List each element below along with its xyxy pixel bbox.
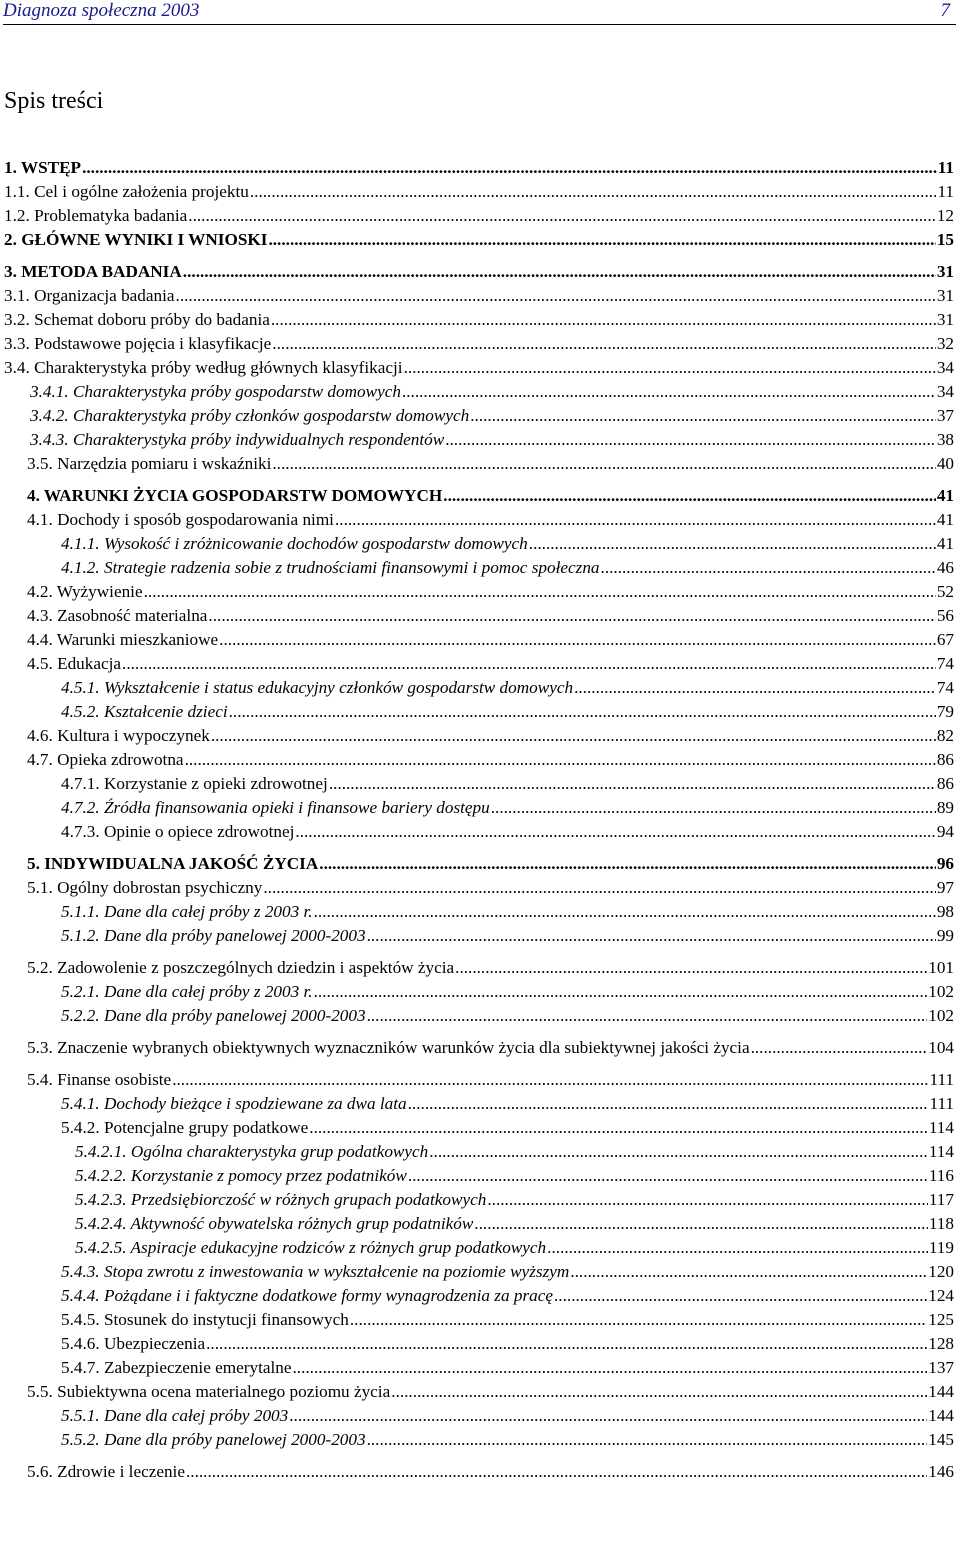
toc-entry[interactable] — [61, 1282, 954, 1306]
toc-entry-page: 94 — [936, 822, 954, 841]
toc-entry-label: 5.4.4. Pożądane i i faktyczne dodatkowe formy wynagrodzenia za pracę — [61, 1286, 553, 1305]
toc-entry-label: 5. INDYWIDUALNA JAKOŚĆ ŻYCIA — [27, 854, 319, 873]
toc-entry[interactable] — [61, 1426, 954, 1450]
toc-leader-dots — [547, 1238, 928, 1258]
toc-entry-page: 99 — [936, 926, 954, 945]
toc-leader-dots — [350, 1310, 927, 1330]
toc-entry-page: 15 — [936, 230, 954, 249]
toc-entry-page: 56 — [936, 606, 954, 625]
toc-entry[interactable] — [61, 922, 954, 946]
toc-entry[interactable] — [27, 482, 954, 506]
toc-entry-label: 5.1.1. Dane dla całej próby z 2003 r. — [61, 902, 313, 921]
toc-entry-label: 5.4.1. Dochody bieżące i spodziewane za dwa lata — [61, 1094, 407, 1113]
toc-entry[interactable] — [27, 1034, 954, 1058]
header-page-number: 7 — [940, 0, 950, 21]
toc-entry[interactable] — [4, 202, 954, 226]
toc-entry-page: 102 — [928, 982, 954, 1001]
toc-leader-dots — [474, 1214, 928, 1234]
toc-leader-dots — [470, 406, 936, 426]
toc-leader-dots — [408, 1166, 928, 1186]
toc-entry-label: 5.4.2.2. Korzystanie z pomocy przez podatników — [75, 1166, 407, 1185]
toc-entry-page: 52 — [936, 582, 954, 601]
toc-leader-dots — [404, 358, 936, 378]
toc-entry[interactable] — [27, 1458, 954, 1482]
toc-entry[interactable] — [61, 1258, 954, 1282]
toc-entry[interactable] — [27, 746, 954, 770]
toc-leader-dots — [229, 702, 936, 722]
toc-entry-page: 74 — [936, 654, 954, 673]
toc-entry[interactable] — [27, 1378, 954, 1402]
toc-entry-page: 40 — [936, 454, 954, 473]
toc-leader-dots — [367, 1430, 928, 1450]
toc-entry[interactable] — [61, 818, 954, 842]
toc-entry-label: 3.4.1. Charakterystyka próby gospodarstw domowych — [30, 382, 401, 401]
toc-leader-dots — [408, 1094, 929, 1114]
toc-leader-dots — [185, 750, 936, 770]
toc-entry-page: 117 — [928, 1190, 954, 1209]
toc-entry-page: 114 — [928, 1142, 954, 1161]
toc-leader-dots — [309, 1118, 928, 1138]
toc-entry-label: 4.6. Kultura i wypoczynek — [27, 726, 210, 745]
toc-entry[interactable] — [4, 354, 954, 378]
toc-leader-dots — [82, 158, 937, 178]
toc-leader-dots — [188, 206, 936, 226]
toc-leader-dots — [250, 182, 937, 202]
toc-entry-label: 5.4.7. Zabezpieczenie emerytalne — [61, 1358, 292, 1377]
toc-entry[interactable] — [27, 722, 954, 746]
toc-entry-page: 96 — [936, 854, 954, 873]
toc-entry-label: 5.4.6. Ubezpieczenia — [61, 1334, 206, 1353]
toc-entry[interactable] — [4, 330, 954, 354]
toc-leader-dots — [429, 1142, 928, 1162]
toc-entry-label: 5.1.2. Dane dla próby panelowej 2000-2003 — [61, 926, 366, 945]
toc-entry-label: 4.1.2. Strategie radzenia sobie z trudnościami finansowymi i pomoc społeczna — [61, 558, 600, 577]
toc-entry[interactable] — [61, 1002, 954, 1026]
toc-entry[interactable] — [4, 154, 954, 178]
toc-entry[interactable] — [61, 898, 954, 922]
toc-entry-page: 111 — [929, 1070, 954, 1089]
toc-entry-page: 120 — [928, 1262, 954, 1281]
toc-entry-page: 67 — [936, 630, 954, 649]
toc-entry-label: 5.4.5. Stosunek do instytucji finansowych — [61, 1310, 349, 1329]
toc-leader-dots — [335, 510, 936, 530]
toc-entry[interactable] — [27, 850, 954, 874]
toc-entry-label: 4.7. Opieka zdrowotna — [27, 750, 184, 769]
toc-entry-page: 102 — [928, 1006, 954, 1025]
toc-entry-page: 31 — [936, 262, 954, 281]
toc-entry-label: 5.4. Finanse osobiste — [27, 1070, 172, 1089]
toc-entry[interactable] — [61, 530, 954, 554]
toc-entry-page: 46 — [936, 558, 954, 577]
toc-entry[interactable] — [75, 1186, 954, 1210]
toc-leader-dots — [172, 1070, 928, 1090]
toc-entry[interactable] — [4, 306, 954, 330]
toc-entry[interactable] — [61, 770, 954, 794]
toc-leader-dots — [208, 606, 935, 626]
toc-leader-dots — [367, 1006, 928, 1026]
toc-entry-page: 145 — [928, 1430, 954, 1449]
toc-entry-page: 116 — [928, 1166, 954, 1185]
toc-entry-page: 34 — [936, 382, 954, 401]
toc-title: Spis treści — [4, 88, 104, 114]
toc-entry-label: 4.7.2. Źródła finansowania opieki i finansowe bariery dostępu — [61, 798, 490, 817]
toc-entry-label: 5.6. Zdrowie i leczenie — [27, 1462, 185, 1481]
toc-entry-page: 12 — [936, 206, 954, 225]
toc-entry[interactable] — [4, 226, 954, 250]
toc-leader-dots — [319, 854, 936, 874]
toc-leader-dots — [329, 774, 936, 794]
toc-entry-page: 31 — [936, 310, 954, 329]
toc-entry-label: 5.4.2.1. Ogólna charakterystyka grup podatkowych — [75, 1142, 429, 1161]
toc-entry-label: 5.5.1. Dane dla całej próby 2003 — [61, 1406, 289, 1425]
toc-entry[interactable] — [27, 602, 954, 626]
toc-entry-page: 41 — [936, 534, 954, 553]
toc-entry-page: 146 — [928, 1462, 954, 1481]
toc-entry-page: 118 — [928, 1214, 954, 1233]
toc-entry-page: 124 — [928, 1286, 954, 1305]
toc-leader-dots — [176, 286, 936, 306]
toc-leader-dots — [554, 1286, 927, 1306]
toc-entry-label: 5.4.2.5. Aspiracje edukacyjne rodziców z różnych grup podatkowych — [75, 1238, 547, 1257]
toc-entry-label: 5.4.2.3. Przedsiębiorczość w różnych grupach podatkowych — [75, 1190, 487, 1209]
toc-entry-label: 4.7.1. Korzystanie z opieki zdrowotnej — [61, 774, 328, 793]
toc-entry[interactable] — [30, 426, 954, 450]
toc-entry-page: 74 — [936, 678, 954, 697]
toc-entry-page: 79 — [936, 702, 954, 721]
toc-entry[interactable] — [61, 1354, 954, 1378]
toc-entry-label: 3.4.2. Charakterystyka próby członków gospodarstw domowych — [30, 406, 470, 425]
toc-entry-label: 1.2. Problematyka badania — [4, 206, 188, 225]
toc-entry-label: 2. GŁÓWNE WYNIKI I WNIOSKI — [4, 230, 268, 249]
toc-entry-label: 4.1. Dochody i sposób gospodarowania nimi — [27, 510, 334, 529]
toc-leader-dots — [219, 630, 936, 650]
toc-entry[interactable] — [61, 1306, 954, 1330]
toc-entry-label: 4.7.3. Opinie o opiece zdrowotnej — [61, 822, 295, 841]
toc-entry-label: 4.5.2. Kształcenie dzieci — [61, 702, 228, 721]
toc-leader-dots — [570, 1262, 927, 1282]
toc-entry[interactable] — [27, 506, 954, 530]
toc-entry-page: 104 — [928, 1038, 954, 1057]
toc-entry-page: 32 — [936, 334, 954, 353]
toc-leader-dots — [491, 798, 936, 818]
toc-entry-label: 5.2. Zadowolenie z poszczególnych dziedzin i aspektów życia — [27, 958, 455, 977]
toc-entry[interactable] — [30, 378, 954, 402]
toc-leader-dots — [292, 1358, 927, 1378]
toc-entry-page: 125 — [928, 1310, 954, 1329]
toc-entry-label: 5.3. Znaczenie wybranych obiektywnych wyznaczników warunków życia dla subiektywnej jakości życia — [27, 1038, 750, 1057]
toc-entry-label: 1. WSTĘP — [4, 158, 82, 177]
toc-leader-dots — [295, 822, 935, 842]
toc-entry[interactable] — [61, 1114, 954, 1138]
toc-leader-dots — [314, 982, 928, 1002]
toc-entry[interactable] — [4, 178, 954, 202]
toc-entry[interactable] — [61, 554, 954, 578]
toc-entry-page: 114 — [928, 1118, 954, 1137]
toc-leader-dots — [601, 558, 936, 578]
toc-entry-label: 3.1. Organizacja badania — [4, 286, 175, 305]
toc-leader-dots — [391, 1382, 927, 1402]
toc-leader-dots — [271, 310, 936, 330]
toc-entry-page: 37 — [936, 406, 954, 425]
header-title: Diagnoza społeczna 2003 — [3, 0, 200, 21]
toc-entry[interactable] — [4, 258, 954, 282]
toc-entry-page: 144 — [928, 1406, 954, 1425]
toc-entry-page: 101 — [928, 958, 954, 977]
toc-entry[interactable] — [75, 1234, 954, 1258]
toc-entry[interactable] — [27, 650, 954, 674]
toc-entry[interactable] — [61, 1402, 954, 1426]
toc-leader-dots — [186, 1462, 927, 1482]
toc-leader-dots — [487, 1190, 928, 1210]
toc-entry-page: 41 — [936, 486, 954, 505]
toc-leader-dots — [455, 958, 927, 978]
toc-entry-page: 137 — [928, 1358, 954, 1377]
toc-entry-label: 3.4.3. Charakterystyka próby indywidualnych respondentów — [30, 430, 445, 449]
toc-entry-page: 98 — [936, 902, 954, 921]
toc-entry[interactable] — [75, 1162, 954, 1186]
toc-entry-page: 41 — [936, 510, 954, 529]
toc-entry[interactable] — [4, 282, 954, 306]
toc-leader-dots — [268, 230, 935, 250]
toc-entry[interactable] — [27, 874, 954, 898]
toc-entry-page: 38 — [936, 430, 954, 449]
toc-leader-dots — [183, 262, 936, 282]
toc-entry[interactable] — [61, 1330, 954, 1354]
toc-entry-label: 4.5.1. Wykształcenie i status edukacyjny członków gospodarstw domowych — [61, 678, 574, 697]
toc-entry-page: 11 — [937, 182, 954, 201]
toc-entry-label: 3. METODA BADANIA — [4, 262, 182, 281]
toc-entry[interactable] — [27, 1066, 954, 1090]
toc-entry[interactable] — [61, 674, 954, 698]
toc-entry-label: 5.2.2. Dane dla próby panelowej 2000-2003 — [61, 1006, 366, 1025]
toc-entry-page: 144 — [928, 1382, 954, 1401]
toc-leader-dots — [211, 726, 936, 746]
toc-entry-page: 34 — [936, 358, 954, 377]
toc-leader-dots — [574, 678, 936, 698]
toc-entry-label: 4.4. Warunki mieszkaniowe — [27, 630, 219, 649]
toc-entry-label: 5.2.1. Dane dla całej próby z 2003 r. — [61, 982, 313, 1001]
toc-leader-dots — [206, 1334, 927, 1354]
toc-entry-label: 5.4.3. Stopa zwrotu z inwestowania w wykształcenie na poziomie wyższym — [61, 1262, 570, 1281]
toc-entry-label: 3.3. Podstawowe pojęcia i klasyfikacje — [4, 334, 272, 353]
toc-entry[interactable] — [61, 1090, 954, 1114]
toc-entry-page: 97 — [936, 878, 954, 897]
toc-entry-label: 4.1.1. Wysokość i zróżnicowanie dochodów gospodarstw domowych — [61, 534, 528, 553]
toc-entry-label: 3.4. Charakterystyka próby według głównych klasyfikacji — [4, 358, 403, 377]
toc-entry-label: 4.3. Zasobność materialna — [27, 606, 208, 625]
toc-entry-page: 86 — [936, 750, 954, 769]
toc-entry[interactable] — [61, 794, 954, 818]
toc-leader-dots — [751, 1038, 928, 1058]
toc-leader-dots — [263, 878, 935, 898]
toc-leader-dots — [272, 454, 935, 474]
toc-entry-page: 82 — [936, 726, 954, 745]
toc-entry[interactable] — [75, 1210, 954, 1234]
toc-entry[interactable] — [27, 578, 954, 602]
toc-entry-label: 4.2. Wyżywienie — [27, 582, 143, 601]
toc-entry[interactable] — [27, 954, 954, 978]
toc-entry[interactable] — [75, 1138, 954, 1162]
toc-entry[interactable] — [61, 978, 954, 1002]
toc-leader-dots — [402, 382, 936, 402]
toc-leader-dots — [443, 486, 936, 506]
toc-entry-label: 3.2. Schemat doboru próby do badania — [4, 310, 270, 329]
toc-entry-page: 111 — [929, 1094, 954, 1113]
toc-entry-label: 5.5. Subiektywna ocena materialnego poziomu życia — [27, 1382, 391, 1401]
toc-entry-label: 4. WARUNKI ŻYCIA GOSPODARSTW DOMOWYCH — [27, 486, 443, 505]
toc-entry[interactable] — [27, 450, 954, 474]
toc-entry-label: 5.5.2. Dane dla próby panelowej 2000-2003 — [61, 1430, 366, 1449]
toc-leader-dots — [272, 334, 936, 354]
toc-entry-page: 31 — [936, 286, 954, 305]
toc-leader-dots — [122, 654, 936, 674]
toc-entry-page: 119 — [928, 1238, 954, 1257]
toc-leader-dots — [289, 1406, 927, 1426]
toc-entry-page: 86 — [936, 774, 954, 793]
toc-entry-page: 89 — [936, 798, 954, 817]
toc-entry-page: 128 — [928, 1334, 954, 1353]
toc-leader-dots — [144, 582, 936, 602]
toc-leader-dots — [367, 926, 936, 946]
toc-entry-label: 5.4.2. Potencjalne grupy podatkowe — [61, 1118, 309, 1137]
toc-leader-dots — [314, 902, 936, 922]
toc-entry[interactable] — [27, 626, 954, 650]
toc-entry[interactable] — [61, 698, 954, 722]
toc-entry-label: 3.5. Narzędzia pomiaru i wskaźniki — [27, 454, 272, 473]
toc-entry[interactable] — [30, 402, 954, 426]
toc-leader-dots — [529, 534, 936, 554]
toc-entry-label: 5.1. Ogólny dobrostan psychiczny — [27, 878, 263, 897]
toc-entry-label: 1.1. Cel i ogólne założenia projektu — [4, 182, 249, 201]
toc-entry-label: 5.4.2.4. Aktywność obywatelska różnych grup podatników — [75, 1214, 474, 1233]
toc-leader-dots — [445, 430, 936, 450]
toc-entry-page: 11 — [937, 158, 954, 177]
toc-entry-label: 4.5. Edukacja — [27, 654, 122, 673]
